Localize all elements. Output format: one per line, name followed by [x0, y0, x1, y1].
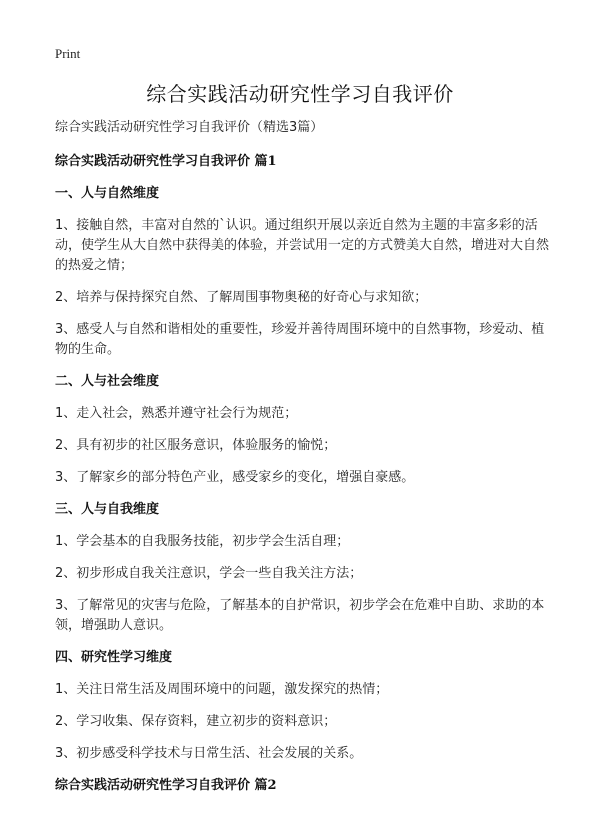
section-heading: 二、人与社会维度: [55, 374, 160, 389]
section-heading: 一、人与自然维度: [55, 186, 160, 201]
section-society: [55, 372, 550, 488]
section-research: [55, 648, 550, 764]
document-body: [55, 118, 550, 808]
list-item: 1、学会基本的自我服务技能，初步学会生活自理；: [55, 534, 350, 549]
section-heading: 三、人与自我维度: [55, 502, 160, 517]
section-self: [55, 500, 550, 636]
section-nature: [55, 184, 550, 360]
print-link[interactable]: Print: [55, 46, 81, 61]
list-item: 2、初步形成自我关注意识，学会一些自我关注方法；: [55, 566, 363, 581]
list-item: 3、了解常见的灾害与危险，了解基本的自护常识，初步学会在危难中自助、求助的本领，增强助人意识。: [55, 598, 545, 633]
list-item: 2、培养与保持探究自然、了解周围事物奥秘的好奇心与求知欲；: [55, 290, 428, 305]
list-item: 2、具有初步的社区服务意识，体验服务的愉悦；: [55, 438, 337, 453]
article-1-heading: 综合实践活动研究性学习自我评价 篇1: [55, 154, 277, 169]
list-item: 3、初步感受科学技术与日常生活、社会发展的关系。: [55, 746, 363, 761]
document-subtitle: 综合实践活动研究性学习自我评价（精选3篇）: [55, 120, 324, 135]
list-item: 3、感受人与自然和谐相处的重要性，珍爱并善待周围环境中的自然事物，珍爱动、植物的生命。: [55, 322, 545, 357]
article-2-heading: 综合实践活动研究性学习自我评价 篇2: [55, 778, 277, 793]
list-item: 1、关注日常生活及周围环境中的问题，激发探究的热情；: [55, 682, 389, 697]
list-item: 3、了解家乡的部分特色产业，感受家乡的变化，增强自豪感。: [55, 470, 415, 485]
section-heading: 四、研究性学习维度: [55, 650, 173, 665]
list-item: 2、学习收集、保存资料，建立初步的资料意识；: [55, 714, 337, 729]
page-title: 综合实践活动研究性学习自我评价: [146, 82, 454, 106]
list-item: 1、走入社会，熟悉并遵守社会行为规范；: [55, 406, 298, 421]
list-item: 1、接触自然，丰富对自然的`认识。通过组织开展以亲近自然为主题的丰富多彩的活动，使学生从大自然中获得美的体验，并尝试用一定的方式赞美大自然，增进对大自然的热爱之情；: [55, 218, 550, 273]
